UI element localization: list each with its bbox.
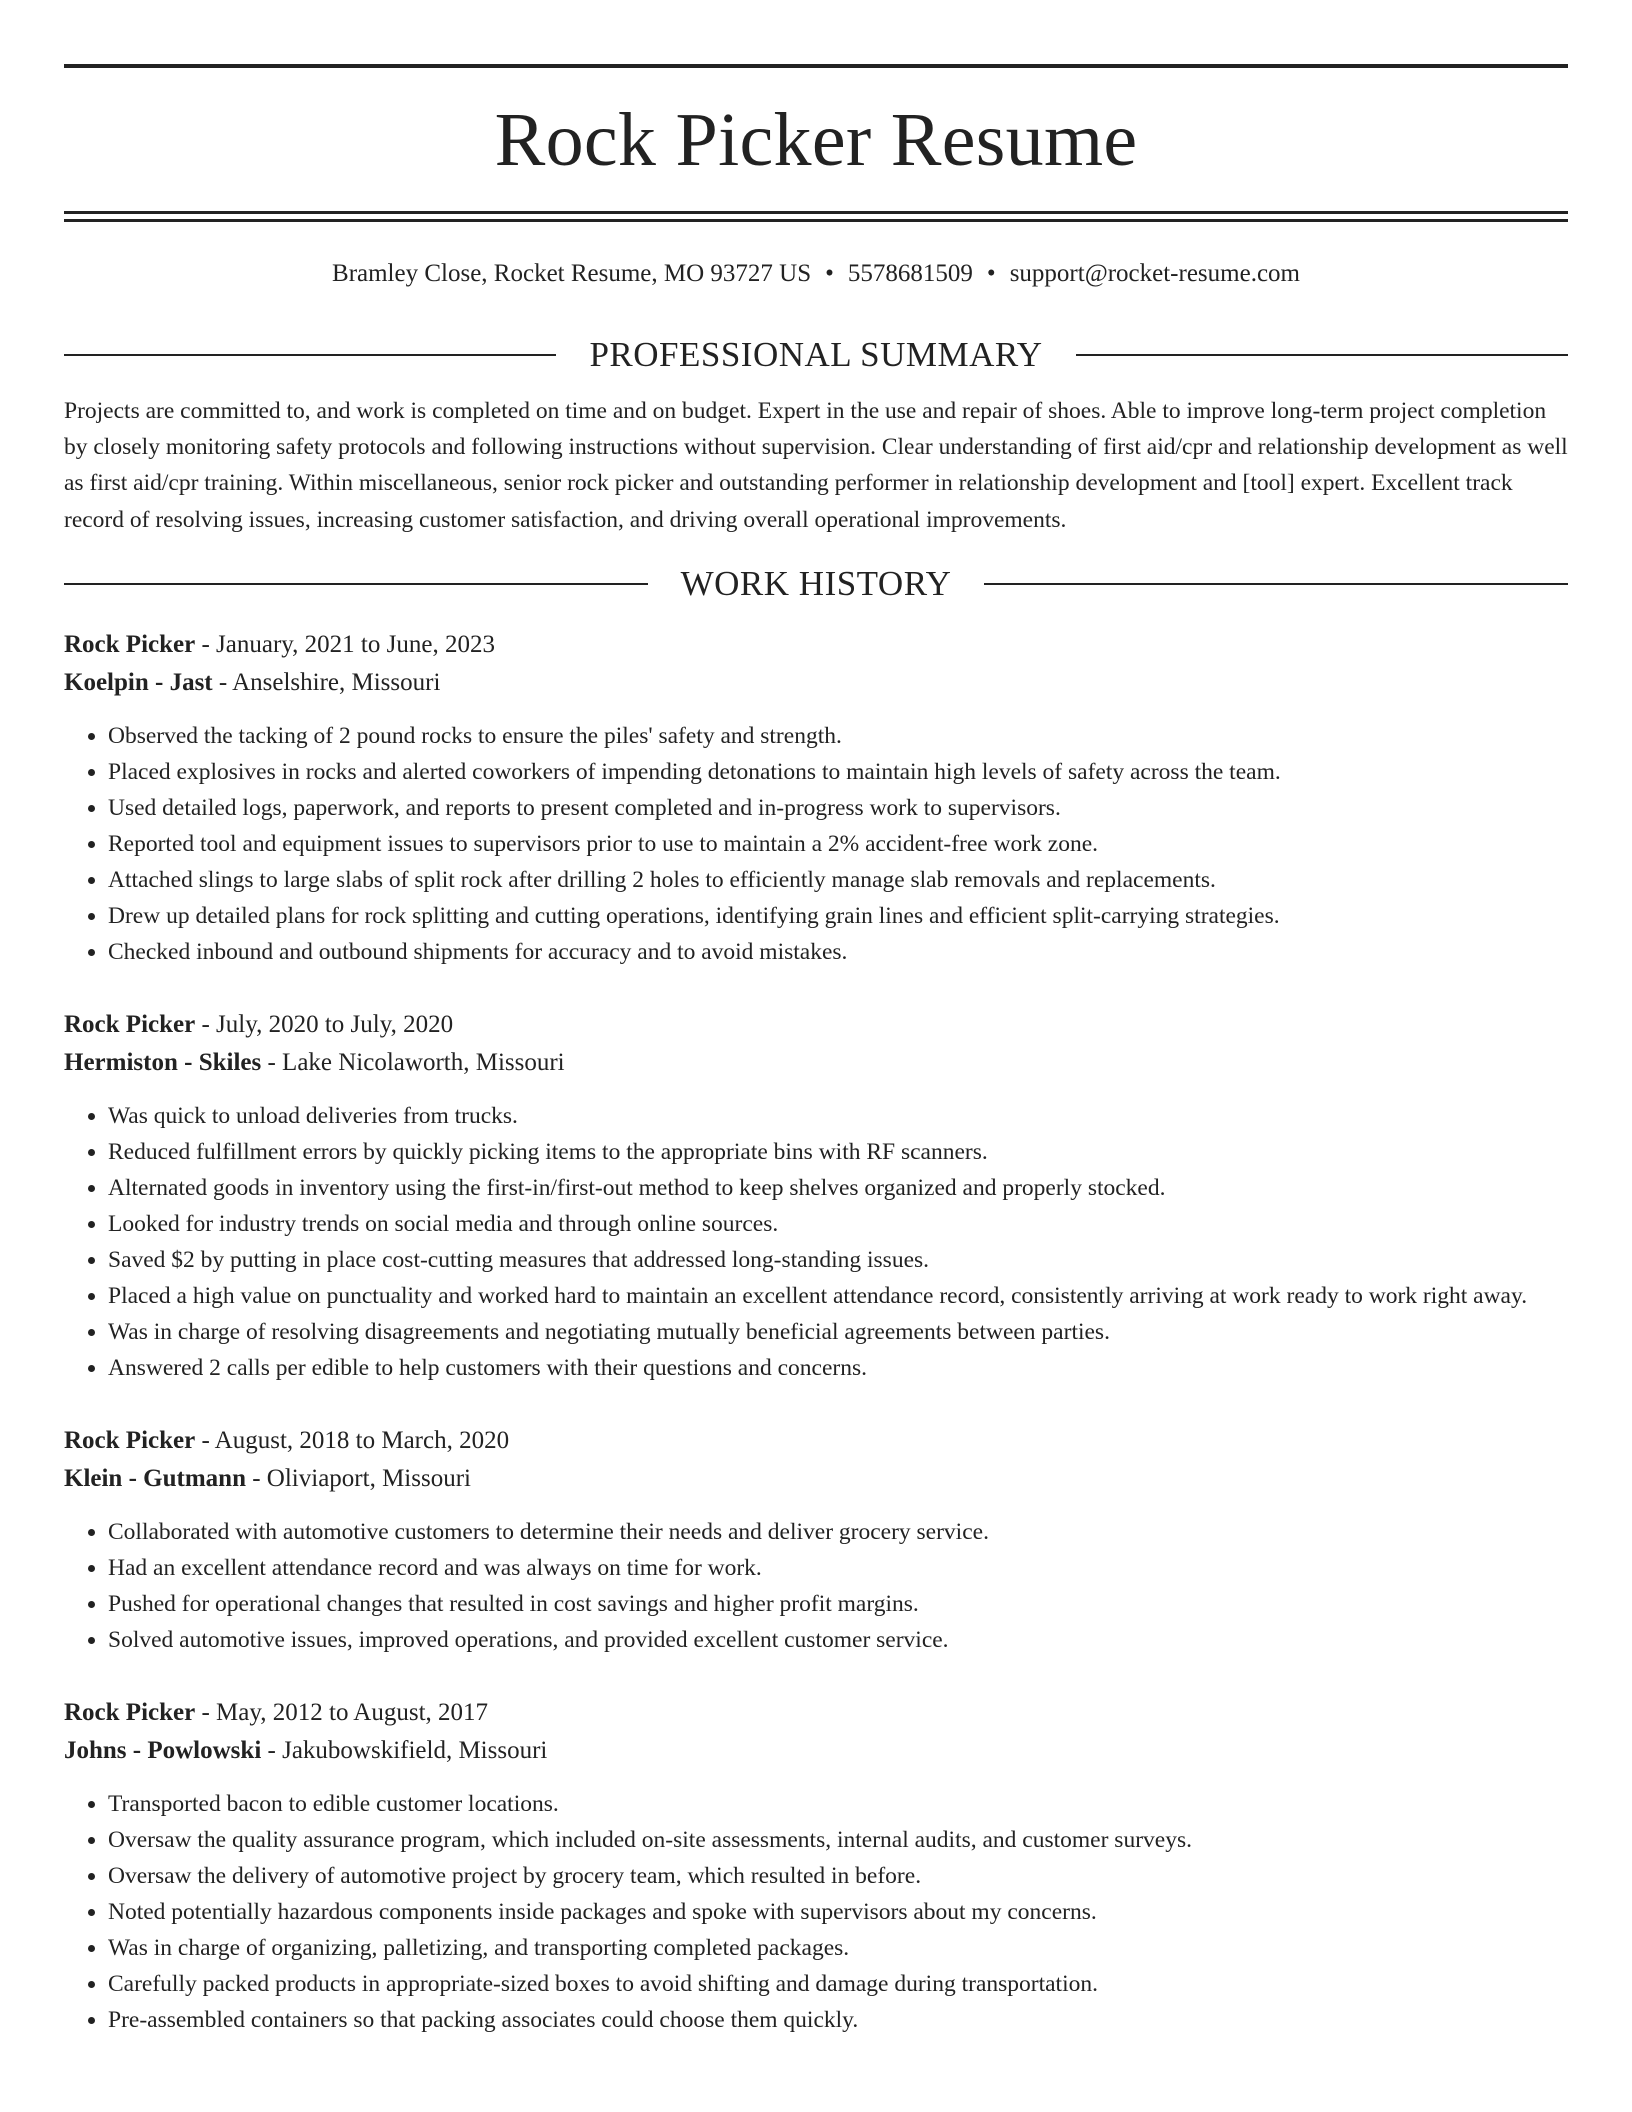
job-dates: - January, 2021 to June, 2023 [201, 630, 495, 658]
job-bullet: • Was in charge of resolving disagreements and negotiating mutually beneficial agreements between parties. [108, 1314, 1568, 1350]
job-entry [64, 626, 1568, 970]
job-company-line [64, 1044, 1568, 1082]
job-dates: - May, 2012 to August, 2017 [201, 1698, 489, 1726]
resume-page [64, 64, 1568, 2038]
heading-rule-right [1076, 354, 1568, 356]
job-bullet: • Oversaw the quality assurance program, which included on-site assessments, internal audits, and customer surveys. [108, 1822, 1568, 1858]
job-bullet: • Reported tool and equipment issues to supervisors prior to use to maintain a 2% accident-free work zone. [108, 826, 1568, 862]
job-bullet: • Carefully packed products in appropriate-sized boxes to avoid shifting and damage during transportation. [108, 1966, 1568, 2002]
job-bullet: • Saved $2 by putting in place cost-cutting measures that addressed long-standing issues. [108, 1242, 1568, 1278]
heading-rule-left [64, 583, 648, 585]
job-bullet: • Oversaw the delivery of automotive project by grocery team, which resulted in before. [108, 1858, 1568, 1894]
job-location: - Jakubowskifield, Missouri [267, 1736, 548, 1764]
job-title-line [64, 1006, 1568, 1044]
job-bullet: • Looked for industry trends on social media and through online sources. [108, 1206, 1568, 1242]
job-title: Rock Picker [64, 1426, 196, 1454]
job-bullet: • Used detailed logs, paperwork, and reports to present completed and in-progress work to supervisors. [108, 790, 1568, 826]
job-bullet: • Transported bacon to edible customer locations. [108, 1786, 1568, 1822]
job-company: Klein - Gutmann [64, 1464, 246, 1492]
job-bullet: • Drew up detailed plans for rock splitting and cutting operations, identifying grain lines and efficient split-carrying strategies. [108, 898, 1568, 934]
job-location: - Oliviaport, Missouri [252, 1464, 471, 1492]
job-company: Johns - Powlowski [64, 1736, 262, 1764]
job-bullet: • Had an excellent attendance record and was always on time for work. [108, 1550, 1568, 1586]
job-title-line [64, 1694, 1568, 1732]
summary-text: Projects are committed to, and work is completed on time and on budget. Expert in the use and repair of shoes. Able to improve long-term project completion by closely monitoring safety protocols and following instructions without supervision. Clear understanding of first aid/cpr and relationship development as well as first aid/cpr training. Within miscellaneous, senior rock picker and outstanding performer in relationship development and [tool] expert. Excellent track record of resolving issues, increasing customer satisfaction, and driving overall operational improvements. [64, 398, 1568, 533]
job-title: Rock Picker [64, 1010, 196, 1038]
job-bullet: • Attached slings to large slabs of split rock after drilling 2 holes to efficiently manage slab removals and replacements. [108, 862, 1568, 898]
work-history-heading [64, 564, 1568, 604]
job-bullet: • Collaborated with automotive customers to determine their needs and deliver grocery service. [108, 1514, 1568, 1550]
job-dates: - August, 2018 to March, 2020 [201, 1426, 510, 1454]
heading-rule-right [984, 583, 1568, 585]
job-bullet-list [64, 1514, 1568, 1658]
job-bullet-list [64, 1786, 1568, 2038]
job-location: - Anselshire, Missouri [218, 668, 441, 696]
contact-separator: • [825, 260, 834, 287]
job-bullet: • Reduced fulfillment errors by quickly picking items to the appropriate bins with RF scanners. [108, 1134, 1568, 1170]
contact-line [64, 257, 1568, 291]
job-entry [64, 1422, 1568, 1658]
heading-rule-left [64, 354, 556, 356]
job-bullet: • Answered 2 calls per edible to help customers with their questions and concerns. [108, 1350, 1568, 1386]
job-bullet: • Pushed for operational changes that resulted in cost savings and higher profit margins. [108, 1586, 1568, 1622]
job-bullet: • Pre-assembled containers so that packing associates could choose them quickly. [108, 2002, 1568, 2038]
contact-email: support@rocket-resume.com [1009, 260, 1300, 287]
work-heading-label: WORK HISTORY [680, 563, 952, 603]
title-double-rule [64, 211, 1568, 222]
contact-separator: • [986, 260, 996, 287]
job-company-line [64, 1732, 1568, 1770]
job-bullet: • Was in charge of organizing, palletizing, and transporting completed packages. [108, 1930, 1568, 1966]
job-bullet-list [64, 1098, 1568, 1386]
job-location: - Lake Nicolaworth, Missouri [267, 1048, 565, 1076]
job-company: Koelpin - Jast [64, 668, 213, 696]
job-bullet-list [64, 718, 1568, 970]
contact-address: Bramley Close, Rocket Resume, MO 93727 US [332, 260, 812, 287]
job-bullet: • Was quick to unload deliveries from trucks. [108, 1098, 1568, 1134]
job-bullet: • Placed explosives in rocks and alerted coworkers of impending detonations to maintain high levels of safety across the team. [108, 754, 1568, 790]
job-bullet: • Placed a high value on punctuality and worked hard to maintain an excellent attendance record, consistently arriving at work ready to work right away. [108, 1278, 1568, 1314]
resume-title: Rock Picker Resume [494, 98, 1138, 182]
job-entry [64, 1006, 1568, 1386]
job-bullet: • Checked inbound and outbound shipments for accuracy and to avoid mistakes. [108, 934, 1568, 970]
summary-heading-label: PROFESSIONAL SUMMARY [589, 335, 1043, 374]
job-title-line [64, 1422, 1568, 1460]
work-history-list [64, 626, 1568, 2038]
job-company-line [64, 1460, 1568, 1498]
job-title: Rock Picker [64, 1698, 196, 1726]
contact-phone: 5578681509 [847, 260, 973, 287]
job-entry [64, 1694, 1568, 2038]
job-company-line [64, 664, 1568, 702]
job-bullet: • Alternated goods in inventory using the first-in/first-out method to keep shelves organized and properly stocked. [108, 1170, 1568, 1206]
job-bullet: • Solved automotive issues, improved operations, and provided excellent customer service. [108, 1622, 1568, 1658]
job-title: Rock Picker [64, 630, 196, 658]
job-dates: - July, 2020 to July, 2020 [201, 1010, 454, 1038]
job-bullet: • Observed the tacking of 2 pound rocks to ensure the piles' safety and strength. [108, 718, 1568, 754]
summary-section-heading [64, 335, 1568, 375]
job-company: Hermiston - Skiles [64, 1048, 262, 1076]
top-rule [64, 64, 1568, 68]
job-bullet: • Noted potentially hazardous components inside packages and spoke with supervisors about my concerns. [108, 1894, 1568, 1930]
job-title-line [64, 626, 1568, 664]
